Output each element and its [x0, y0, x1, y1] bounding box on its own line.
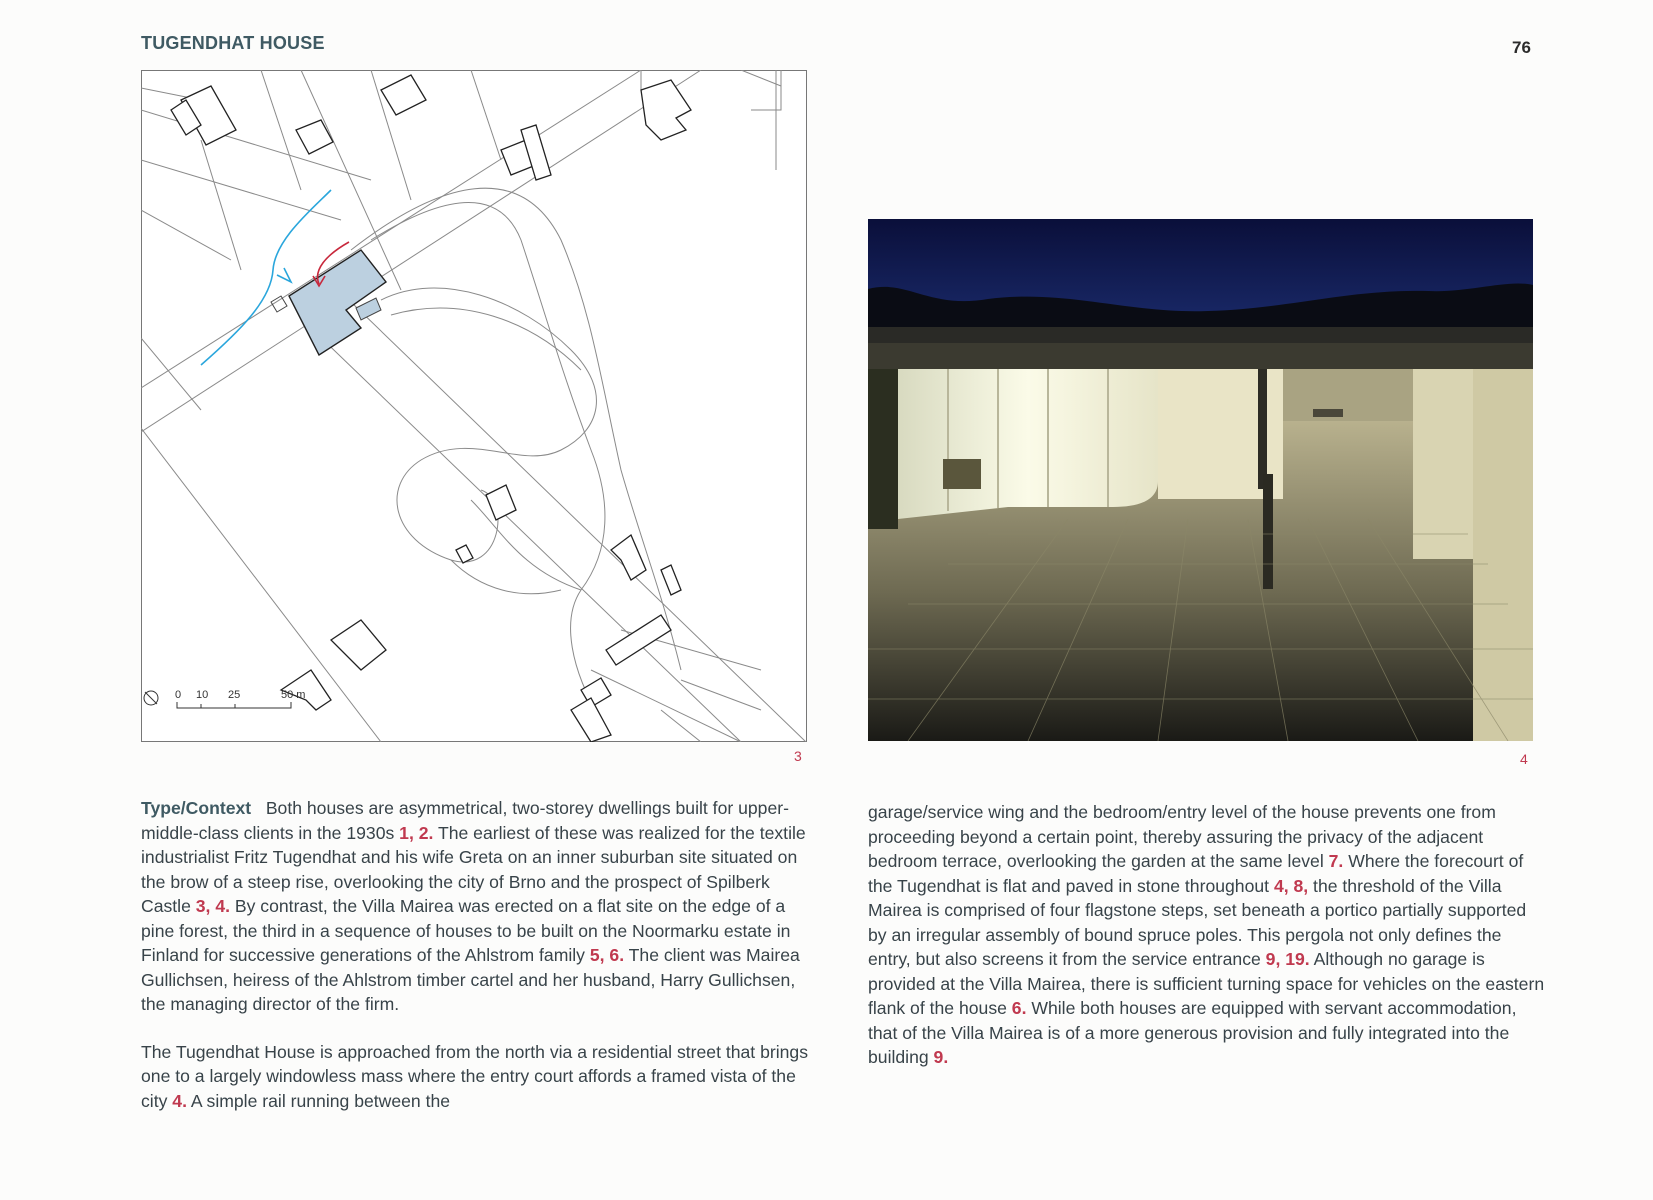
- text-span: The Tugendhat House is approached from the north via a residential street that brings one to a largely windowless mass where the entry court affords a framed vista of the city: [141, 1041, 808, 1111]
- text-column-left: [141, 796, 821, 1136]
- site-plan-figure: [141, 70, 807, 742]
- paragraph-approach: [141, 1040, 821, 1114]
- figure-reference: 4.: [172, 1090, 187, 1111]
- scale-label-25: 25: [228, 689, 241, 701]
- site-plan-drawing: [141, 70, 807, 742]
- text-span: Where the forecourt of the Tugendhat is flat and paved in stone throughout: [868, 851, 1524, 896]
- section-lead-heading: Type/Context: [141, 798, 252, 818]
- figure-reference: 4, 8,: [1273, 875, 1309, 896]
- scale-label-10: 10: [196, 689, 209, 701]
- scale-label-50: 50 m: [281, 689, 306, 701]
- figure-reference: 9, 19.: [1265, 949, 1310, 969]
- text-span: Both houses are asymmetrical, two-storey dwellings built for upper-middle-class clients in the 1930s: [141, 798, 789, 843]
- terrace-night-photo: [868, 219, 1533, 741]
- text-span: garage/service wing and the bedroom/entry level of the house prevents one from proceeding beyond a certain point, thereby assuring the privacy of the adjacent bedroom terrace, overlooking the garden at the same level: [868, 802, 1496, 871]
- text-column-right: [868, 800, 1548, 1093]
- figure-reference: 3, 4.: [195, 896, 230, 916]
- text-span: The client was Mairea Gullichsen, heiress of the Ahlstrom timber cartel and her husband, Harry Gullichsen, the managing director of the firm.: [141, 945, 800, 1014]
- text-span: the threshold of the Villa Mairea is comprised of four flagstone steps, set beneath a portico partially supported by an irregular assembly of bound spruce poles. This pergola not only defines the entry, but also screens it from the service entrance: [868, 875, 1527, 969]
- running-header-title: TUGENDHAT HOUSE: [141, 33, 325, 53]
- figure-reference: 7.: [1328, 851, 1344, 871]
- figure-reference: 6.: [1011, 998, 1027, 1018]
- text-span: The earliest of these was realized for the textile industrialist Fritz Tugendhat and his wife Greta on an inner suburban site situated on the brow of a steep rise, overlooking the city of Brno and the prospect of Spilberk Castle: [141, 822, 806, 916]
- terrace-photo-illustration: [868, 219, 1533, 741]
- page-number: 76: [1512, 38, 1531, 57]
- text-span: Although no garage is provided at the Villa Mairea, there is sufficient turning space for vehicles on the eastern flank of the house: [868, 949, 1545, 1018]
- text-span: While both houses are equipped with servant accommodation, that of the Villa Mairea is of a more generous provision and fully integrated into the building: [868, 998, 1517, 1067]
- scale-label-0: 0: [175, 689, 182, 701]
- figure-reference: 1, 2.: [399, 822, 434, 843]
- figure-number-3: 3: [794, 748, 802, 764]
- paragraph-continued: [868, 800, 1548, 1070]
- paragraph-type-context: [141, 796, 821, 1017]
- figure-number-4: 4: [1520, 751, 1528, 767]
- text-span: A simple rail running between the: [186, 1090, 451, 1111]
- figure-reference: 5, 6.: [589, 945, 625, 965]
- figure-reference: 9.: [933, 1047, 949, 1067]
- text-span: By contrast, the Villa Mairea was erected on a flat site on the edge of a pine forest, the third in a sequence of houses to be built on the Noormarku estate in Finland for successive generations of the Ahlstrom family: [141, 896, 791, 965]
